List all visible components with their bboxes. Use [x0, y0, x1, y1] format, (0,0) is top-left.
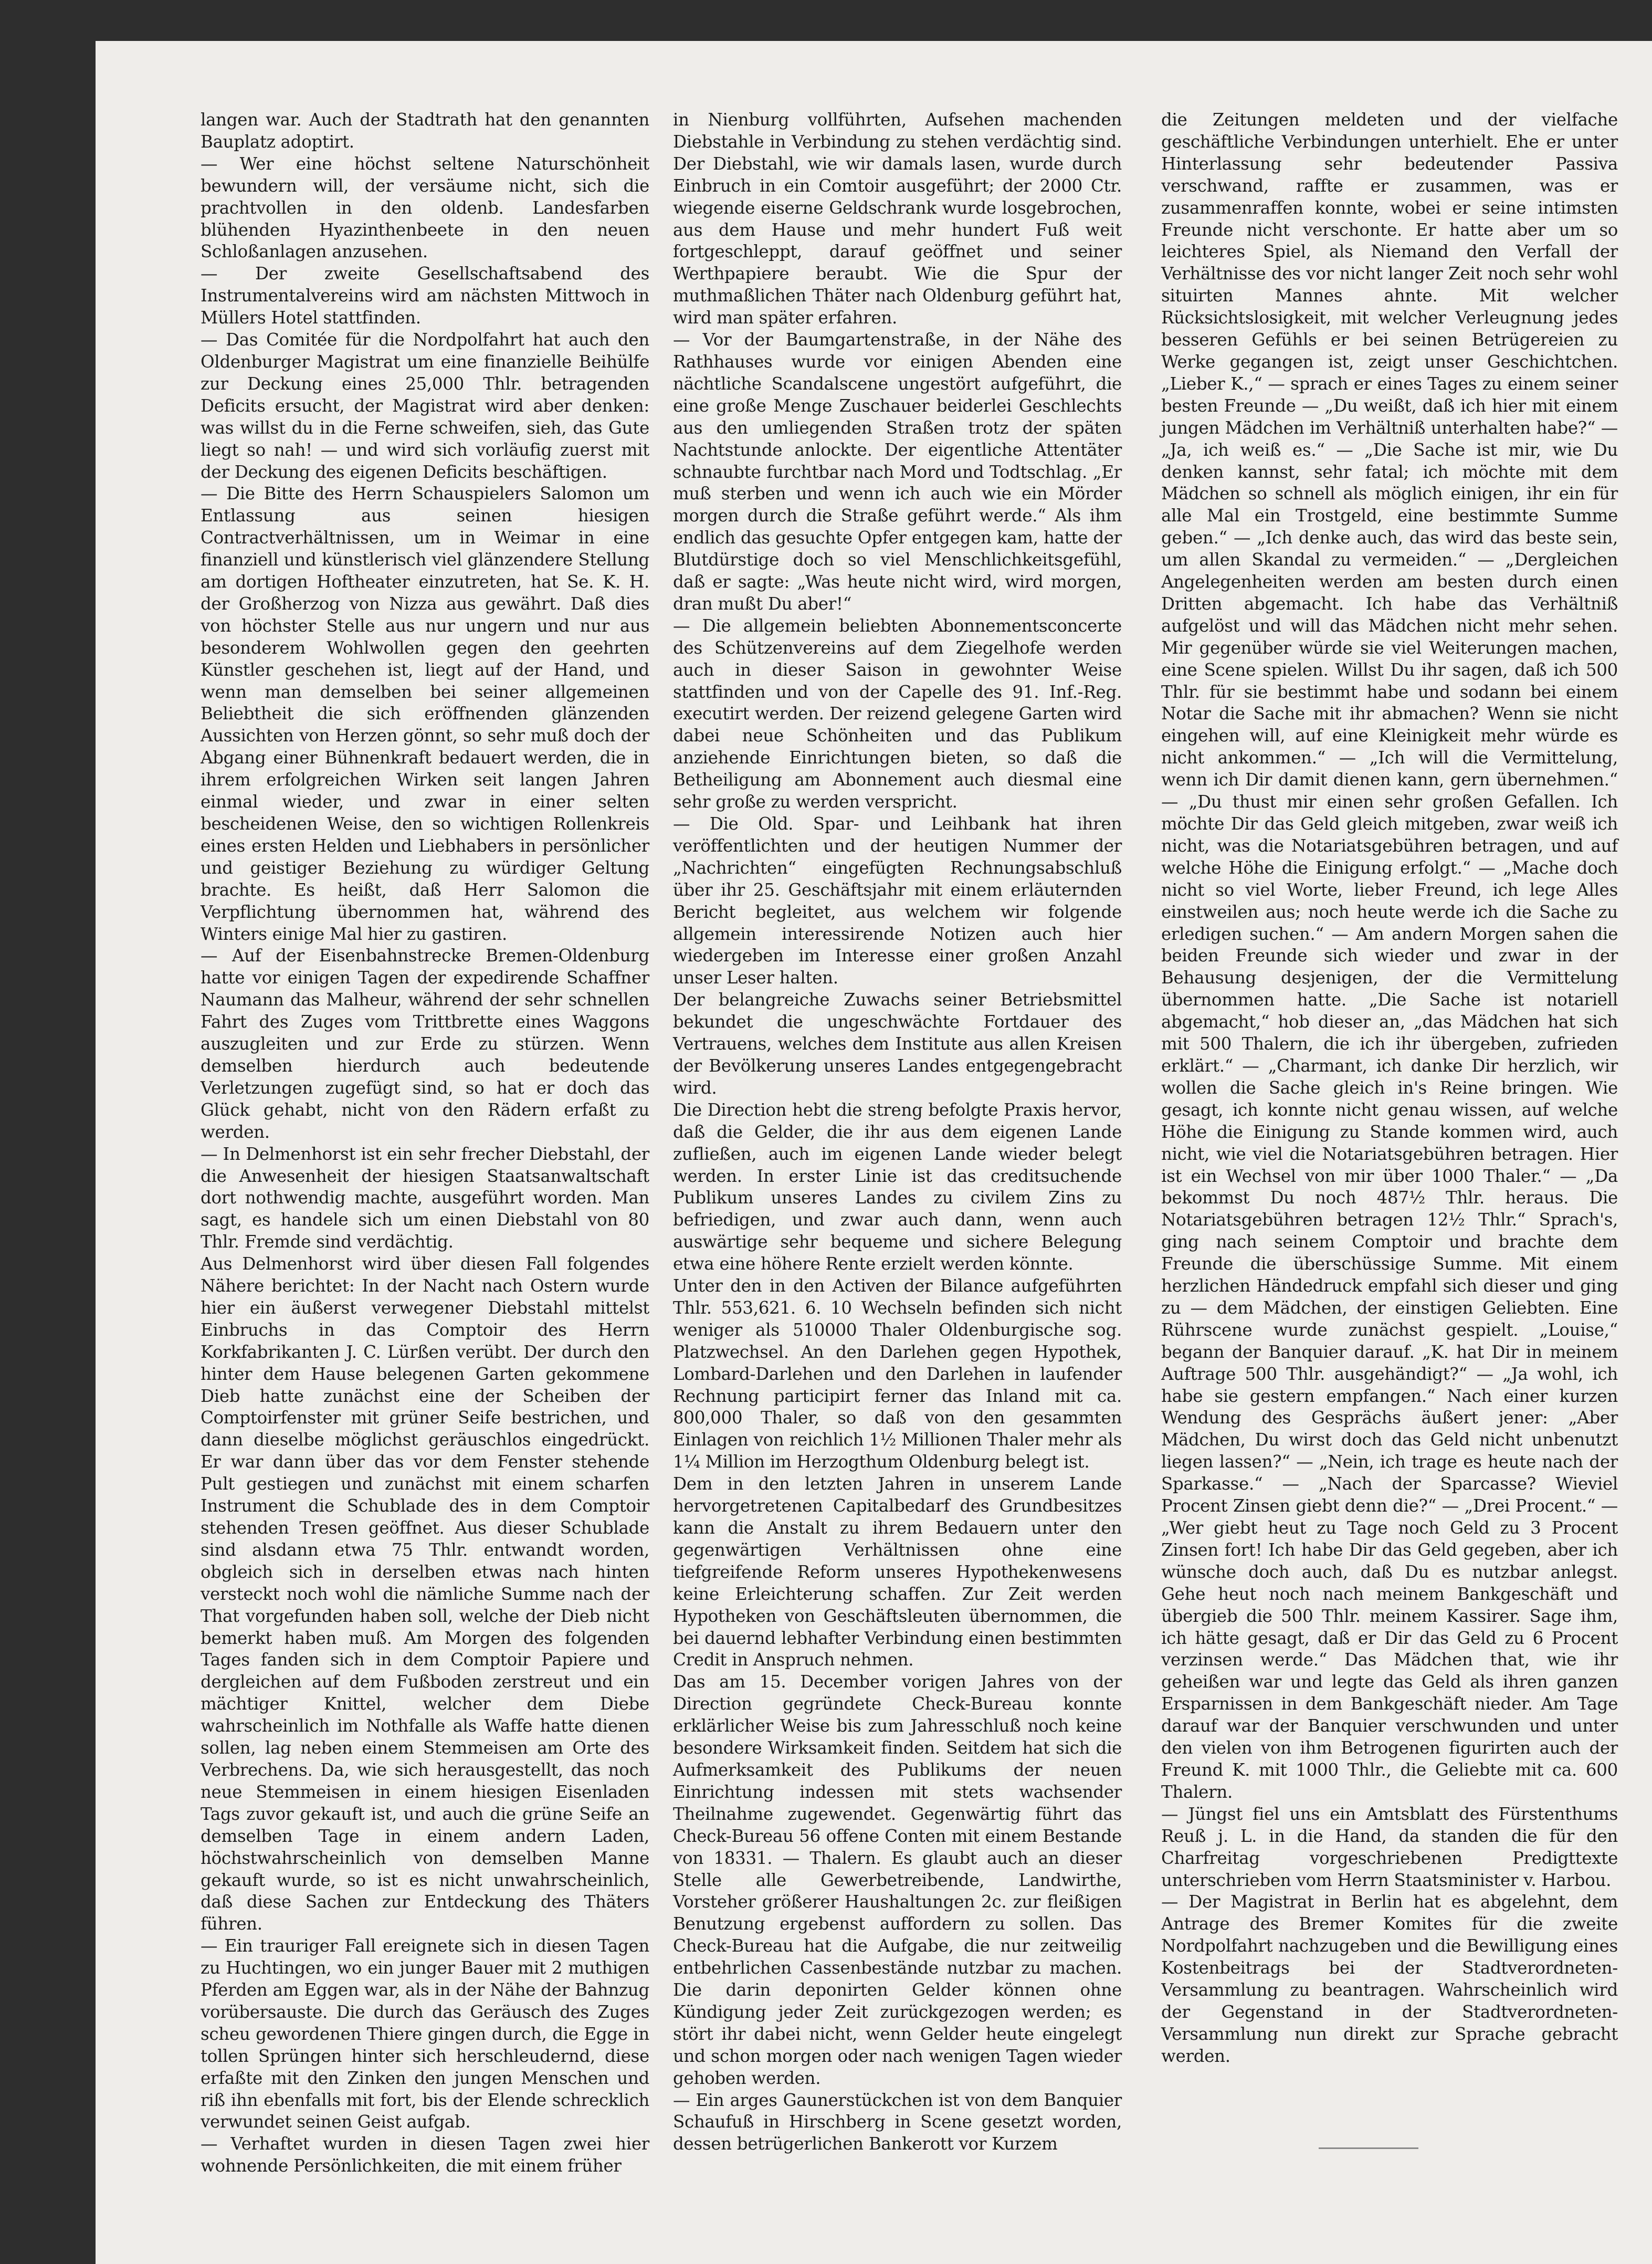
paragraph: Aus Delmenhorst wird über diesen Fall folgendes Nähere berichtet: In der Nacht nach Ostern wurde hier ein äußerst verwegener Diebstahl mittelst Einbruchs in das Comptoir des Herrn Korkfabrikanten J. C. Lürßen verübt. Der durch den hinter dem Hause belegenen Garten gekommene Dieb hatte zunächst eine der Scheiben der Comptoirfenster mit grüner Seife bestrichen, und dann dieselbe möglichst geräuschlos eingedrückt. Er war dann über das vor dem Fenster stehende Pult gestiegen und zunächst mit einem scharfen Instrument die Schublade des in dem Comptoir stehenden Tresen geöffnet. Aus dieser Schublade sind alsdann etwa 75 Thlr. entwandt worden, obgleich sich in derselben etwas nach hinten versteckt noch wohl die nämliche Summe nach der That vorgefunden haben soll, welche der Dieb nicht bemerkt haben muß. Am Morgen des folgenden Tages fanden sich in dem Comptoir Papiere und dergleichen auf dem Fußboden zerstreut und ein mächtiger Knittel, welcher dem Diebe wahrscheinlich im Nothfalle als Waffe hatte dienen sollen, lag neben einem Stemmeisen am Orte des Verbrechens. Da, wie sich herausgestellt, das noch neue Stemmeisen in einem hiesigen Eisenladen Tags zuvor gekauft ist, und auch die grüne Seife an demselben Tage in einem andern Laden, höchstwahrscheinlich von demselben Manne gekauft wurde, so ist es nicht unwahrscheinlich, daß diese Sachen zur Entdeckung des Thäters führen. [201, 1254, 649, 1934]
closing-rule [1319, 2147, 1418, 2149]
paragraph: Der belangreiche Zuwachs seiner Betriebsmittel bekundet die ungeschwächte Fortdauer des Vertrauens, welches dem Institute aus allen Kreisen der Bevölkerung unseres Landes entgegengebracht wird. [673, 990, 1122, 1098]
paragraph: langen war. Auch der Stadtrath hat den genannten Bauplatz adoptirt. [201, 110, 649, 152]
paragraph: die Zeitungen meldeten und der vielfache geschäftliche Verbindungen unterhielt. Ehe er unter Hinterlassung sehr bedeutender Passiva verschwand, raffte er zusammen, was er zusammenraffen konnte, wobei er seine intimsten Freunde nicht verschonte. Er hatte aber um so leichteres Spiel, als Niemand den Verfall der Verhältnisse des vor nicht langer Zeit noch sehr wohl situirten Mannes ahnte. Mit welcher Rücksichtslosigkeit, mit welcher Verleugnung jedes besseren Gefühls er bei seinen Betrügereien zu Werke gegangen ist, zeigt unser Geschichtchen. „Lieber K.,“ — sprach er eines Tages zu einem seiner besten Freunde — „Du weißt, daß ich hier mit einem jungen Mädchen im Verhältniß unterhalten habe?“ — „Ja, ich weiß es.“ — „Die Sache ist mir, wie Du denken kannst, sehr fatal; ich möchte mit dem Mädchen so schnell als möglich einigen, ihr ein für alle Mal ein Trostgeld, eine bestimmte Summe geben.“ — „Ich denke auch, das wird das beste sein, um allen Skandal zu vermeiden.“ — „Dergleichen Angelegenheiten werden am besten durch einen Dritten abgemacht. Ich habe das Verhältniß aufgelöst und will das Mädchen nicht mehr sehen. Mir gegenüber würde sie viel Weiterungen machen, eine Scene spielen. Willst Du ihr sagen, daß ich 500 Thlr. für sie bestimmt habe und sodann bei einem Notar die Sache mit ihr abmachen? Wenn sie nicht eingehen will, auf eine Kleinigkeit mehr würde es nicht ankommen.“ — „Ich will die Vermittelung, wenn ich Dir damit dienen kann, gern übernehmen.“ — „Du thust mir einen sehr großen Gefallen. Ich möchte Dir das Geld gleich mitgeben, zwar weiß ich nicht, was die Notariatsgebühren betragen, und auf welche Höhe die Einigung erfolgt.“ — „Mache doch nicht so viel Worte, lieber Freund, ich lege Alles einstweilen aus; noch heute werde ich die Sache zu erledigen suchen.“ — Am andern Morgen sahen die beiden Freunde sich wieder und zwar in der Behausung desjenigen, der die Vermittelung übernommen hatte. „Die Sache ist notariell abgemacht,“ hob dieser an, „das Mädchen hat sich mit 500 Thalern, die ich ihr übergeben, zufrieden erklärt.“ — „Charmant, ich danke Dir herzlich, wir wollen die Sache gleich in's Reine bringen. Wie gesagt, ich konnte nicht genau wissen, auf welche Höhe die Einigung zu Stande kommen wird, auch nicht, wie viel die Notariatsgebühren betragen. Hier ist ein Wechsel von mir über 1000 Thaler.“ — „Da bekommst Du noch 487½ Thlr. heraus. Die Notariatsgebühren betragen 12½ Thlr.“ Sprach's, ging nach seinem Comptoir und brachte dem Freunde die überschüssige Summe. Mit einem herzlichen Händedruck empfahl sich dieser und ging zu — dem Mädchen, der einstigen Geliebten. Eine Rührscene wurde zunächst gespielt. „Louise,“ begann der Banquier darauf. „K. hat Dir in meinem Auftrage 500 Thlr. ausgehändigt?“ — „Ja wohl, ich habe sie gestern empfangen.“ Nach einer kurzen Wendung des Gesprächs äußert jener: „Aber Mädchen, Du wirst doch das Geld nicht unbenutzt liegen lassen?“ — „Nein, ich trage es heute nach der Sparkasse.“ — „Nach der Sparcasse? Wieviel Procent Zinsen giebt denn die?“ — „Drei Procent.“ — „Wer giebt heut zu Tage noch Geld zu 3 Procent Zinsen fort! Ich habe Dir das Geld gegeben, aber ich wünsche doch auch, daß Du es nutzbar anlegst. Gehe heut noch nach meinem Bankgeschäft und übergieb die 500 Thlr. meinem Kassirer. Sage ihm, ich hätte gesagt, daß er Dir das Geld zu 6 Procent verzinsen werde.“ Das Mädchen that, wie ihr geheißen war und legte das Geld als ihren ganzen Ersparnissen in dem Bankgeschäft nieder. Am Tage darauf war der Banquier verschwunden und unter den vielen von ihm Betrogenen figurirten auch der Freund K. mit 1000 Thlr., die Geliebte mit ca. 600 Thalern. [1161, 110, 1618, 1802]
paragraph: — Der zweite Gesellschaftsabend des Instrumentalvereins wird am nächsten Mittwoch in Müllers Hotel stattfinden. [201, 264, 649, 328]
paragraph: — Jüngst fiel uns ein Amtsblatt des Fürstenthums Reuß j. L. in die Hand, da standen die für den Charfreitag vorgeschriebenen Predigttexte unterschrieben vom Herrn Staatsminister v. Harbou. [1161, 1804, 1618, 1890]
paragraph: — Der Magistrat in Berlin hat es abgelehnt, dem Antrage des Bremer Komites für die zweite Nordpolfahrt nachzugeben und die Bewilligung eines Kostenbeitrags bei der Stadtverordneten-Versammlung zu beantragen. Wahrscheinlich wird der Gegenstand in der Stadtverordneten-Versammlung nun direkt zur Sprache gebracht werden. [1161, 1892, 1618, 2066]
paragraph: Das am 15. December vorigen Jahres von der Direction gegründete Check-Bureau konnte erklärlicher Weise bis zum Jahresschluß noch keine besondere Wirksamkeit finden. Seitdem hat sich die Aufmerksamkeit des Publikums der neuen Einrichtung indessen mit stets wachsender Theilnahme zugewendet. Gegenwärtig führt das Check-Bureau 56 offene Conten mit einem Bestande von 18331. — Thalern. Es glaubt auch an dieser Stelle alle Gewerbetreibende, Landwirthe, Vorsteher größerer Haushaltungen 2c. zur fleißigen Benutzung ergebenst auffordern zu sollen. Das Check-Bureau hat die Aufgabe, die nur zeitweilig entbehrlichen Cassenbestände nutzbar zu machen. Die darin deponirten Gelder können ohne Kündigung jeder Zeit zurückgezogen werden; es stört ihr dabei nicht, wenn Gelder heute eingelegt und schon morgen oder nach wenigen Tagen wieder gehoben werden. [673, 1672, 1122, 2088]
text-column-left [201, 109, 649, 2177]
paragraph: — Ein arges Gaunerstückchen ist von dem Banquier Schaufuß in Hirschberg in Scene gesetzt worden, dessen betrügerlichen Bankerott vor Kurzem [673, 2090, 1122, 2154]
newspaper-page [96, 41, 1652, 2264]
paragraph: — Verhaftet wurden in diesen Tagen zwei hier wohnende Persönlichkeiten, die mit einem früher [201, 2134, 649, 2176]
paragraph: — Auf der Eisenbahnstrecke Bremen-Oldenburg hatte vor einigen Tagen der expedirende Schaffner Naumann das Malheur, während der sehr schnellen Fahrt des Zuges vom Trittbrette eines Waggons auszugleiten und zur Erde zu stürzen. Wenn demselben hierdurch auch bedeutende Verletzungen zugefügt sind, so hat er doch das Glück gehabt, nicht von den Rädern erfaßt zu werden. [201, 946, 649, 1142]
paragraph: — Die Bitte des Herrn Schauspielers Salomon um Entlassung aus seinen hiesigen Contractverhältnissen, um in Weimar in eine finanziell und künstlerisch viel glänzendere Stellung am dortigen Hoftheater einzutreten, hat Se. K. H. der Großherzog von Nizza aus gewährt. Daß dies von höchster Stelle aus nur ungern und nur aus besonderem Wohlwollen gegen den geehrten Künstler geschehen ist, liegt auf der Hand, und wenn man demselben bei seiner allgemeinen Beliebtheit die sich eröffnenden glänzenden Aussichten von Herzen gönnt, so sehr muß doch der Abgang einer Bühnenkraft bedauert werden, die in ihrem erfolgreichen Wirken seit langen Jahren einmal wieder, und zwar in einer selten bescheidenen Weise, den so wichtigen Rollenkreis eines ersten Helden und Liebhabers in persönlicher und geistiger Beziehung zu würdiger Geltung brachte. Es heißt, daß Herr Salomon die Verpflichtung übernommen hat, während des Winters einige Mal hier zu gastiren. [201, 484, 649, 944]
paragraph: — In Delmenhorst ist ein sehr frecher Diebstahl, der die Anwesenheit der hiesigen Staatsanwaltschaft dort nothwendig machte, ausgeführt worden. Man sagt, es handele sich um einen Diebstahl von 80 Thlr. Fremde sind verdächtig. [201, 1144, 649, 1252]
text-column-middle [673, 109, 1122, 2155]
text-column-right [1161, 109, 1618, 2068]
paragraph: — Das Comitée für die Nordpolfahrt hat auch den Oldenburger Magistrat um eine finanzielle Beihülfe zur Deckung eines 25,000 Thlr. betragenden Deficits ersucht, der Magistrat wird aber denken: was willst du in die Ferne schweifen, sieh, das Gute liegt so nah! — und wird sich vorläufig zuerst mit der Deckung des eigenen Deficits beschäftigen. [201, 330, 649, 482]
paragraph: Dem in den letzten Jahren in unserem Lande hervorgetretenen Capitalbedarf des Grundbesitzes kann die Anstalt zu ihrem Bedauern unter den gegenwärtigen Verhältnissen ohne eine tiefgreifende Reform unseres Hypothekenwesens keine Erleichterung schaffen. Zur Zeit werden Hypotheken von Geschäftsleuten übernommen, die bei dauernd lebhafter Verbindung einen bestimmten Credit in Anspruch nehmen. [673, 1474, 1122, 1670]
paragraph: in Nienburg vollführten, Aufsehen machenden Diebstahle in Verbindung zu stehen verdächtig sind. Der Diebstahl, wie wir damals lasen, wurde durch Einbruch in ein Comtoir ausgeführt; der 2000 Ctr. wiegende eiserne Geldschrank wurde losgebrochen, aus dem Hause und mehr hundert Fuß weit fortgeschleppt, darauf geöffnet und seiner Werthpapiere beraubt. Wie die Spur der muthmaßlichen Thäter nach Oldenburg geführt hat, wird man später erfahren. [673, 110, 1122, 328]
paragraph: Die Direction hebt die streng befolgte Praxis hervor, daß die Gelder, die ihr aus dem eigenen Lande zufließen, auch im eigenen Lande wieder belegt werden. In erster Linie ist das creditsuchende Publikum unseres Landes zu civilem Zins zu befriedigen, und zwar auch dann, wenn auch auswärtige sehr bequeme und sichere Belegung etwa eine höhere Rente erzielt werden könnte. [673, 1099, 1122, 1274]
paragraph: Unter den in den Activen der Bilance aufgeführten Thlr. 553,621. 6. 10 Wechseln befinden sich nicht weniger als 510000 Thaler Oldenburgische sog. Platzwechsel. An den Darlehen gegen Hypothek, Lombard-Darlehen und den Darlehen in laufender Rechnung participirt ferner das Inland mit ca. 800,000 Thaler, so daß von den gesammten Einlagen von reichlich 1½ Millionen Thaler mehr als 1¼ Million im Herzogthum Oldenburg belegt ist. [673, 1276, 1122, 1472]
paragraph: — Die allgemein beliebten Abonnementsconcerte des Schützenvereins auf dem Ziegelhofe werden auch in dieser Saison in gewohnter Weise stattfinden und von der Capelle des 91. Inf.-Reg. executirt werden. Der reizend gelegene Garten wird dabei neue Schönheiten und das Publikum anziehende Einrichtungen bieten, so daß die Betheiligung am Abonnement auch diesmal eine sehr große zu werden verspricht. [673, 615, 1122, 812]
paragraph: — Wer eine höchst seltene Naturschönheit bewundern will, der versäume nicht, sich die prachtvollen in den oldenb. Landesfarben blühenden Hyazinthenbeete in den neuen Schloßanlagen anzusehen. [201, 153, 649, 262]
paragraph: — Vor der Baumgartenstraße, in der Nähe des Rathhauses wurde vor einigen Abenden eine nächtliche Scandalscene ungestört aufgeführt, die eine große Menge Zuschauer beiderlei Geschlechts aus den umliegenden Straßen trotz der späten Nachtstunde anlockte. Der eigentliche Attentäter schnaubte furchtbar nach Mord und Todtschlag. „Er muß sterben und wenn ich auch wie ein Mörder morgen durch die Straße geführt werde.“ Als ihm endlich das gesuchte Opfer entgegen kam, hatte der Blutdürstige doch so viel Menschlichkeitsgefühl, daß er sagte: „Was heute nicht wird, wird morgen, dran mußt Du aber!“ [673, 330, 1122, 614]
paragraph: — Die Old. Spar- und Leihbank hat ihren veröffentlichten und der heutigen Nummer der „Nachrichten“ eingefügten Rechnungsabschluß über ihr 25. Geschäftsjahr mit einem erläuternden Bericht begleitet, aus welchem wir folgende allgemein interessirende Notizen auch hier wiedergeben im Interesse einer großen Anzahl unser Leser halten. [673, 814, 1122, 988]
paragraph: — Ein trauriger Fall ereignete sich in diesen Tagen zu Huchtingen, wo ein junger Bauer mit 2 muthigen Pferden am Eggen war, als in der Nähe der Bahnzug vorübersauste. Die durch das Geräusch des Zuges scheu gewordenen Thiere gingen durch, die Egge in tollen Sprüngen hinter sich herschleudernd, diese erfaßte mit den Zinken den jungen Menschen und riß ihn ebenfalls mit fort, bis der Elende schrecklich verwundet seinen Geist aufgab. [201, 1936, 649, 2132]
